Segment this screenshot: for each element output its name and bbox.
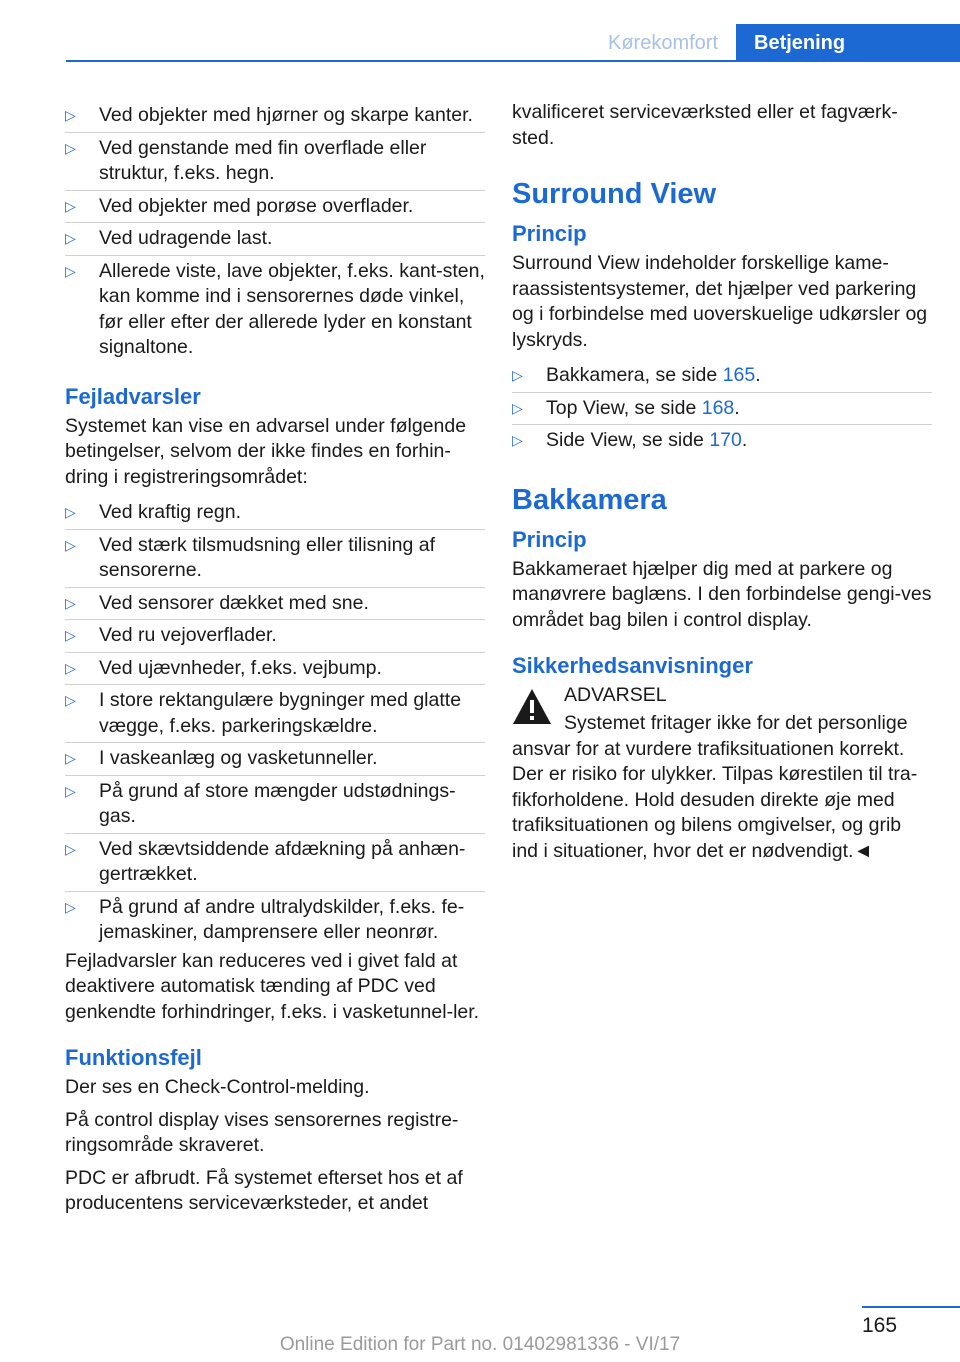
heading-princip-bakkamera: Princip [512,526,587,552]
list-item-text: Ved objekter med hjørner og skarpe kanter. [99,104,473,126]
warning-block [512,683,932,733]
list-item-text: Top View, se side [546,396,702,419]
page-number: 165 [862,1314,898,1337]
surround-bullet-list [512,360,932,457]
list-item-text: Ved ujævnheder, f.eks. vejbump. [99,656,382,679]
list-item-text: I vaskeanlæg og vasketunneller. [99,747,378,769]
triangle-bullet-icon: ▷ [65,692,76,708]
warning-triangle-icon [512,687,552,727]
list-item-text: Bakkamera, se side [546,364,723,386]
list-item [65,743,485,776]
header-divider [66,60,960,62]
page-header [0,0,960,62]
left-column [65,100,485,1224]
list-item [65,588,485,621]
list-item: ▷ Bakkamera, se side 165. [512,360,932,393]
triangle-bullet-icon: ▷ [65,782,76,799]
surround-princip-text: Surround View indeholder forskellige kame-raassistentsystemer, det hjælper ved parkering og i forbindelse med uoverskuelige udkørsler og lyskryds. [512,252,928,351]
list-item [65,100,485,133]
warning-text [512,711,932,864]
heading-surround-view: Surround View [512,178,717,210]
list-item-text: På grund af andre ultralydskilder, f.eks. fe-jemaskiner, damprensere eller neonrør. [99,895,465,943]
list-item [65,530,485,588]
list-item [65,256,485,364]
triangle-bullet-icon: ▷ [65,262,76,279]
list-item: ▷ Side View, se side 170. [512,425,932,457]
list-item [65,834,485,892]
edition-footer: Online Edition for Part no. 01402981336 - VI/17 [279,1334,681,1355]
list-item: ▷ Top View, se side 168. [512,393,932,426]
triangle-bullet-icon: ▷ [65,627,76,643]
triangle-bullet-icon: ▷ [65,139,76,156]
triangle-bullet-icon: ▷ [512,367,523,383]
list-item-text: Ved objekter med porøse overflader. [99,194,414,217]
triangle-bullet-icon: ▷ [65,898,76,915]
list-item-text: Ved stærk tilsmudsning eller tilisning af sensorerne. [99,533,435,581]
heading-sikkerhedsanvisninger: Sikkerhedsanvisninger [512,653,753,678]
page-link-170[interactable]: 170 [709,429,742,451]
object-bullet-list [65,100,485,364]
list-item [65,892,485,949]
list-item [65,133,485,191]
funktionsfejl-paragraph: PDC er afbrudt. Få systemet efterset hos et af producentens serviceværksteder, et andet [65,1166,463,1214]
triangle-bullet-icon: ▷ [512,432,523,448]
list-item [65,620,485,653]
fejladvarsler-outro: Fejladvarsler kan reduceres ved i givet fald at deaktivere automatisk tænding af PDC ved genkendte forhindringer, f.eks. i vasketunnel-ler. [65,949,480,1023]
continued-paragraph: kvalificeret serviceværksted eller et fagværk-sted. [512,101,898,149]
condition-bullet-list [65,497,485,949]
warning-title: ADVARSEL [564,684,667,706]
triangle-bullet-icon: ▷ [65,536,76,553]
list-item-text: Ved udragende last. [99,227,273,249]
heading-funktionsfejl: Funktionsfejl [65,1045,202,1070]
list-item [65,776,485,834]
triangle-bullet-icon: ▷ [65,504,76,520]
triangle-bullet-icon: ▷ [512,399,523,416]
page-link-165[interactable]: 165 [722,364,756,386]
triangle-bullet-icon: ▷ [65,230,76,246]
warning-text-content: Systemet fritager ikke for det personlige ansvar for at vurdere trafiksituationen korrekt. Der er risiko for ulykker. Tilpas kørestilen til tra-fikforholdene. Hold desuden direkte øje med trafiksituationen og bilens omgivelser, og grib ind i situationer, hvor det er nødvendigt.◄ [512,712,918,862]
heading-bakkamera: Bakkamera [512,483,667,516]
right-column [512,100,932,871]
funktionsfejl-paragraph: Der ses en Check-Control-melding. [65,1076,370,1098]
triangle-bullet-icon: ▷ [65,659,76,676]
triangle-bullet-icon: ▷ [65,107,76,123]
triangle-bullet-icon: ▷ [65,750,76,766]
triangle-bullet-icon: ▷ [65,197,76,214]
list-item-text: Ved genstande med fin overflade eller struktur, f.eks. hegn. [99,136,427,184]
fejladvarsler-intro: Systemet kan vise en advarsel under følgende betingelser, selvom der ikke findes en forhin-dring i registreringsområdet: [65,414,467,488]
triangle-bullet-icon: ▷ [65,840,76,857]
list-item [65,191,485,224]
list-item [65,653,485,686]
list-item-text: Ved ru vejoverflader. [99,624,277,646]
list-item [65,223,485,256]
list-item-text: Side View, se side [546,429,710,451]
heading-princip-surround: Princip [512,221,587,246]
triangle-bullet-icon: ▷ [65,594,76,611]
list-item-text: I store rektangulære bygninger med glatte vægge, f.eks. parkeringskældre. [99,689,462,737]
list-item-text: Ved skævtsiddende afdækning på anhæn-gertrækket. [99,837,466,885]
heading-fejladvarsler: Fejladvarsler [65,383,201,409]
list-item [65,497,485,530]
footer-divider [862,1306,960,1308]
list-item-text: Ved sensorer dækket med sne. [99,591,369,614]
list-item-text: Allerede viste, lave objekter, f.eks. kant-sten, kan komme ind i sensorernes døde vinkel, før eller efter der allerede lyder en konstant signaltone. [99,259,485,358]
section-tab-betjening[interactable]: Betjening [736,24,960,62]
funktionsfejl-paragraph: På control display vises sensorernes registre-ringsområde skraveret. [65,1108,459,1156]
page-link-168[interactable]: 168 [701,396,735,419]
section-tab-korekomfort[interactable]: Kørekomfort [607,32,719,54]
list-item-text: Ved kraftig regn. [99,501,242,523]
list-item-text: På grund af store mængder udstødnings-gas. [99,779,456,827]
bakkamera-princip-text: Bakkameraet hjælper dig med at parkere og manøvrere baglæns. I den forbindelse gengi-ves området bag bilen i control display. [512,557,932,631]
list-item [65,685,485,743]
